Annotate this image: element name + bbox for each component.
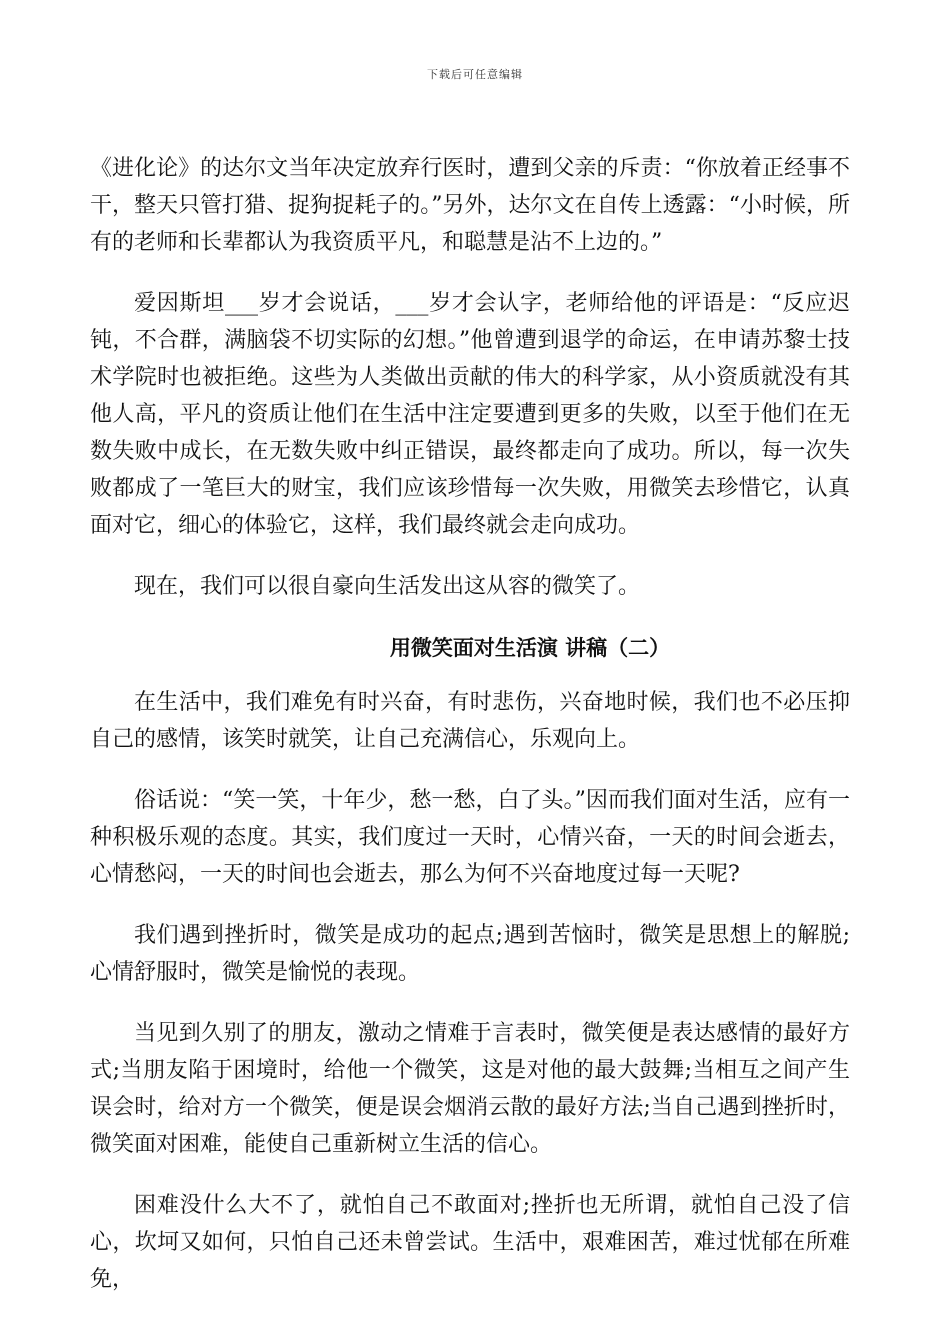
paragraph-difficulties: 困难没什么大不了，就怕自己不敢面对;挫折也无所谓，就怕自己没了信心，坎坷又如何，只怕自己还未曾尝试。生活中，艰难困苦，难过忧郁在所难免， bbox=[90, 1193, 850, 1292]
paragraph-proverb: 俗话说：“笑一笑，十年少，愁一愁，白了头。”因而我们面对生活，应有一种积极乐观的态度。其实，我们度过一天时，心情兴奋，一天的时间会逝去，心情愁闷，一天的时间也会逝去，那么为何不兴奋地度过每一天呢? bbox=[90, 788, 850, 887]
paragraph-life-emotions: 在生活中，我们难免有时兴奋，有时悲伤，兴奋地时候，我们也不必压抑自己的感情，该笑时就笑，让自己充满信心，乐观向上。 bbox=[90, 690, 850, 752]
paragraph-friends: 当见到久别了的朋友，激动之情难于言表时，微笑便是表达感情的最好方式;当朋友陷于困境时，给他一个微笑，这是对他的最大鼓舞;当相互之间产生误会时，给对方一个微笑，便是误会烟消云散的最好方法;当自己遇到挫折时，微笑面对困难，能使自己重新树立生活的信心。 bbox=[90, 1021, 850, 1157]
document-body bbox=[90, 150, 850, 1322]
paragraph-smile-now: 现在，我们可以很自豪向生活发出这从容的微笑了。 bbox=[134, 574, 641, 599]
header-note: 下载后可任意编辑 bbox=[427, 68, 523, 81]
paragraph-einstein: 爱因斯坦___岁才会说话，___岁才会认字，老师给他的评语是：“反应迟钝，不合群，满脑袋不切实际的幻想。”他曾遭到退学的命运，在申请苏黎士技术学院时也被拒绝。这些为人类做出贡献的伟大的科学家，从小资质就没有其他人高，平凡的资质让他们在生活中注定要遭到更多的失败，以至于他们在无数失败中成长，在无数失败中纠正错误，最终都走向了成功。所以，每一次失败都成了一笔巨大的财宝，我们应该珍惜每一次失败，用微笑去珍惜它，认真面对它，细心的体验它，这样，我们最终就会走向成功。 bbox=[90, 291, 850, 538]
section-title: 用微笑面对生活演 讲稿（二） bbox=[389, 635, 671, 660]
paragraph-setbacks: 我们遇到挫折时，微笑是成功的起点;遇到苦恼时，微笑是思想上的解脱;心情舒服时，微笑是愉悦的表现。 bbox=[90, 923, 850, 985]
paragraph-darwin: 《进化论》的达尔文当年决定放弃行医时，遭到父亲的斥责：“你放着正经事不干，整天只管打猎、捉狗捉耗子的。”另外，达尔文在自传上透露：“小时候，所有的老师和长辈都认为我资质平凡，和聪慧是沾不上边的。” bbox=[90, 156, 850, 255]
